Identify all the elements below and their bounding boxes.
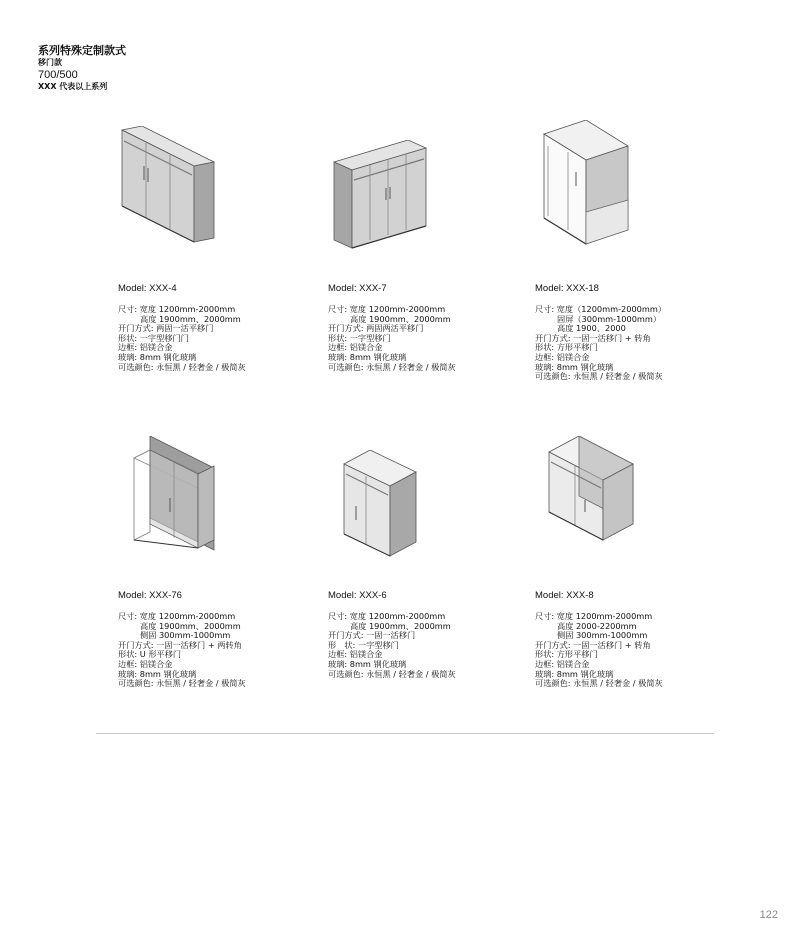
spec-line: 玻璃: 8mm 钢化玻璃 bbox=[118, 668, 197, 679]
spec-line: 玻璃: 8mm 钢化玻璃 bbox=[535, 361, 614, 372]
spec-list-xxx-4 bbox=[118, 305, 246, 372]
spec-line: 高度 1900mm、2000mm bbox=[140, 313, 241, 324]
spec-line: 玻璃: 8mm 钢化玻璃 bbox=[118, 351, 197, 362]
spec-line: 固屏（300mm-1000mm） bbox=[557, 313, 662, 324]
spec-line: 边框: 铝镁合金 bbox=[535, 351, 590, 362]
spec-line: 形状: U 形平移门 bbox=[118, 649, 182, 660]
spec-list-xxx-7 bbox=[328, 305, 456, 372]
spec-line: 可选颜色: 永恒黑 / 轻奢金 / 极简灰 bbox=[535, 678, 663, 689]
series-code: 700/500 bbox=[38, 69, 78, 81]
spec-line: 开门方式: 一固一活移门 + 两转角 bbox=[118, 639, 242, 650]
spec-list-xxx-18 bbox=[535, 305, 666, 382]
page-number: 122 bbox=[759, 909, 778, 921]
product-illustration-xxx-7 bbox=[330, 140, 430, 252]
spec-line: 开门方式: 两固一活平移门 bbox=[118, 323, 214, 334]
spec-line: 开门方式: 一固一活移门 + 转角 bbox=[535, 639, 651, 650]
section-divider bbox=[96, 733, 714, 734]
spec-line: 可选颜色: 永恒黑 / 轻奢金 / 极简灰 bbox=[118, 361, 246, 372]
spec-line: 可选颜色: 永恒黑 / 轻奢金 / 极简灰 bbox=[328, 361, 456, 372]
spec-line: 侧固 300mm-1000mm bbox=[140, 630, 231, 641]
spec-line: 边框: 铝镁合金 bbox=[535, 658, 590, 669]
spec-line: 玻璃: 8mm 钢化玻璃 bbox=[328, 351, 407, 362]
spec-line: 尺寸: 宽度 1200mm-2000mm bbox=[118, 304, 236, 314]
product-illustration-xxx-76 bbox=[130, 436, 216, 554]
spec-line: 高度 2000-2200mm bbox=[557, 620, 637, 631]
spec-line: 尺寸: 宽度 1200mm-2000mm bbox=[328, 611, 446, 621]
model-label-xxx-4: Model: XXX-4 bbox=[118, 283, 177, 294]
spec-line: 形状: 方形平移门 bbox=[535, 342, 598, 353]
spec-line: 形 状: 一字型移门 bbox=[328, 639, 399, 650]
product-illustration-xxx-6 bbox=[340, 450, 420, 560]
spec-list-xxx-6 bbox=[328, 612, 456, 679]
product-illustration-xxx-8 bbox=[545, 436, 637, 544]
spec-line: 边框: 铝镁合金 bbox=[328, 342, 383, 353]
spec-line: 形状: 一字型移门 bbox=[328, 332, 391, 343]
spec-line: 开门方式: 两固两活平移门 bbox=[328, 323, 424, 334]
spec-line: 开门方式: 一固一活移门 bbox=[328, 630, 416, 641]
spec-line: 尺寸: 宽度 1200mm-2000mm bbox=[535, 611, 653, 621]
spec-line: 玻璃: 8mm 钢化玻璃 bbox=[535, 668, 614, 679]
model-label-xxx-8: Model: XXX-8 bbox=[535, 590, 594, 601]
spec-line: 可选颜色: 永恒黑 / 轻奢金 / 极简灰 bbox=[535, 371, 663, 382]
spec-line: 侧固 300mm-1000mm bbox=[557, 630, 648, 641]
model-label-xxx-7: Model: XXX-7 bbox=[328, 283, 387, 294]
spec-list-xxx-76 bbox=[118, 612, 246, 689]
product-illustration-xxx-4 bbox=[118, 126, 218, 244]
spec-line: 高度 1900、2000 bbox=[557, 323, 626, 334]
spec-line: 高度 1900mm、2000mm bbox=[140, 620, 241, 631]
spec-line: 可选颜色: 永恒黑 / 轻奢金 / 极简灰 bbox=[328, 668, 456, 679]
spec-line: 开门方式: 一固一活移门 + 转角 bbox=[535, 332, 651, 343]
series-title: 系列特殊定制款式 bbox=[38, 44, 126, 57]
spec-line: 可选颜色: 永恒黑 / 轻奢金 / 极简灰 bbox=[118, 678, 246, 689]
model-label-xxx-18: Model: XXX-18 bbox=[535, 283, 599, 294]
spec-line: 尺寸: 宽度 1200mm-2000mm bbox=[328, 304, 446, 314]
model-label-xxx-6: Model: XXX-6 bbox=[328, 590, 387, 601]
spec-line: 形状: 一字型移门门 bbox=[118, 332, 189, 343]
spec-line: 高度 1900mm、2000mm bbox=[350, 313, 451, 324]
spec-line: 玻璃: 8mm 钢化玻璃 bbox=[328, 658, 407, 669]
model-label-xxx-76: Model: XXX-76 bbox=[118, 590, 182, 601]
spec-line: 边框: 铝镁合金 bbox=[118, 658, 173, 669]
spec-line: 边框: 铝镁合金 bbox=[328, 649, 383, 660]
series-note: XXX 代表以上系列 bbox=[38, 82, 108, 91]
series-subtitle: 移门款 bbox=[38, 58, 62, 67]
spec-line: 边框: 铝镁合金 bbox=[118, 342, 173, 353]
spec-line: 尺寸: 宽度 1200mm-2000mm bbox=[118, 611, 236, 621]
spec-line: 形状: 方形平移门 bbox=[535, 649, 598, 660]
spec-list-xxx-8 bbox=[535, 612, 663, 689]
product-illustration-xxx-18 bbox=[540, 120, 632, 250]
spec-line: 尺寸: 宽度（1200mm-2000mm） bbox=[535, 304, 667, 314]
page-header bbox=[38, 44, 126, 92]
spec-line: 高度 1900mm、2000mm bbox=[350, 620, 451, 631]
